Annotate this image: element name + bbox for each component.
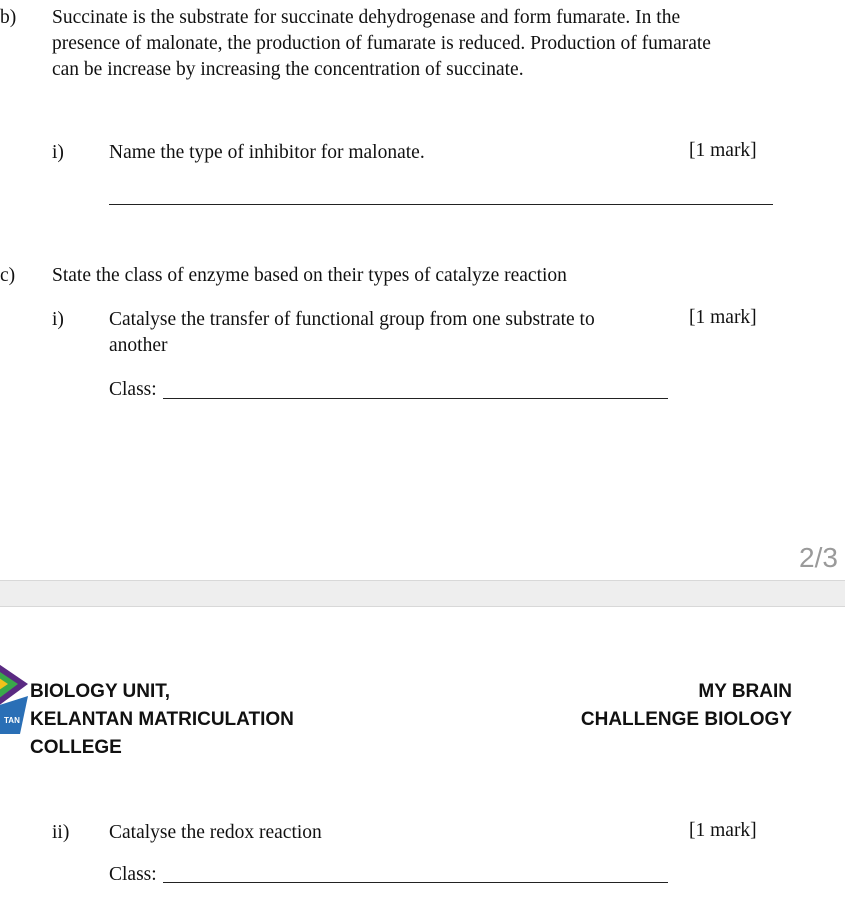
question-b-label: b) — [0, 7, 17, 28]
header-left-line3: COLLEGE — [30, 737, 122, 758]
question-c-i-text-line1: Catalyse the transfer of functional group from one substrate to — [109, 309, 595, 330]
question-c-i-label: i) — [52, 309, 64, 330]
header-left-line3-clipped — [30, 734, 170, 758]
question-c-i-text-line2: another — [109, 335, 168, 356]
answer-line-c-ii[interactable] — [163, 882, 668, 883]
college-logo — [0, 656, 30, 736]
question-b-i-label: i) — [52, 142, 64, 163]
header-right-line2: CHALLENGE BIOLOGY — [580, 709, 792, 730]
class-label-c-ii: Class: — [109, 864, 157, 885]
header-right-line1: MY BRAIN — [698, 681, 792, 702]
logo-text: TAN — [4, 716, 20, 725]
class-label-c-i: Class: — [109, 379, 157, 400]
question-b-i-mark: [1 mark] — [689, 140, 757, 161]
header-left-line2: KELANTAN MATRICULATION — [30, 709, 294, 730]
question-c-text: State the class of enzyme based on their types of catalyze reaction — [52, 265, 567, 286]
page-number: 2/3 — [799, 542, 838, 573]
answer-line-b-i[interactable] — [109, 204, 773, 205]
page-separator — [0, 580, 845, 607]
question-b-i-text: Name the type of inhibitor for malonate. — [109, 142, 425, 163]
question-c-label: c) — [0, 265, 16, 286]
header-left-line1: BIOLOGY UNIT, — [30, 681, 171, 702]
question-b-text-line2: presence of malonate, the production of fumarate is reduced. Production of fumarate — [52, 33, 711, 54]
question-b-text-line1: Succinate is the substrate for succinate dehydrogenase and form fumarate. In the — [52, 7, 681, 28]
answer-line-c-i[interactable] — [163, 398, 668, 399]
question-c-ii-label: ii) — [52, 822, 70, 843]
question-c-i-mark: [1 mark] — [689, 307, 757, 328]
question-b-text-line3: can be increase by increasing the concentration of succinate. — [52, 59, 524, 80]
question-c-ii-text: Catalyse the redox reaction — [109, 822, 322, 843]
question-c-ii-mark: [1 mark] — [689, 820, 757, 841]
